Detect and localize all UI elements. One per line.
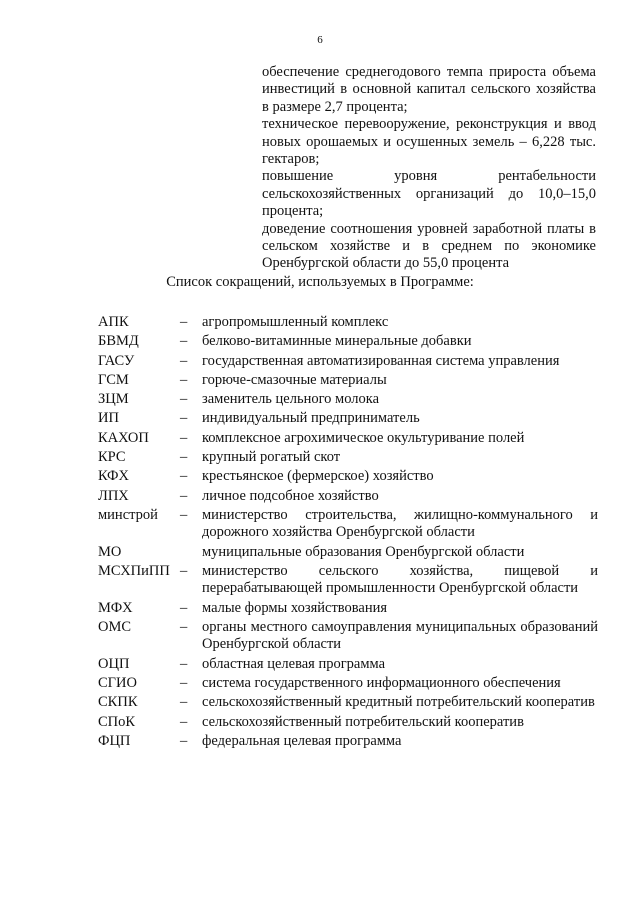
abbreviation-definition: государственная автоматизированная система управления: [202, 352, 560, 369]
target-item: повышение уровня рентабельности сельскохозяйственных организаций до 10,0–15,0 процента;: [262, 168, 596, 220]
abbreviation-dash: –: [180, 449, 188, 466]
abbreviations-list: [98, 314, 598, 752]
abbreviation-row: [98, 544, 598, 563]
abbreviation-definition: заменитель цельного молока: [202, 391, 380, 408]
abbreviation-row: [98, 507, 598, 544]
abbreviation-dash: –: [180, 694, 188, 711]
abbreviation-term: ГСМ: [98, 371, 129, 388]
abbreviation-row: [98, 714, 598, 733]
page-number: 6: [317, 34, 323, 46]
abbreviation-dash: –: [180, 732, 188, 749]
abbreviation-term: БВМД: [98, 333, 139, 350]
abbreviation-dash: –: [180, 562, 188, 579]
abbreviation-row: [98, 333, 598, 352]
target-item: доведение соотношения уровней заработной платы в сельском хозяйстве и в среднем по экономике Оренбургской области до 55,0 процента: [262, 220, 596, 272]
abbreviation-dash: –: [180, 391, 188, 408]
abbreviation-term: ОМС: [98, 618, 132, 635]
abbreviation-definition: индивидуальный предприниматель: [202, 410, 420, 427]
abbreviation-dash: –: [180, 333, 188, 350]
abbreviation-definition: муниципальные образования Оренбургской области: [202, 543, 525, 560]
abbreviation-dash: –: [180, 429, 188, 446]
abbreviation-term: ФЦП: [98, 732, 131, 749]
abbreviation-dash: –: [180, 506, 188, 523]
abbreviation-term: ГАСУ: [98, 352, 135, 369]
abbreviation-term: ИП: [98, 410, 119, 427]
abbreviation-dash: –: [180, 468, 188, 485]
abbreviation-term: СГИО: [98, 674, 137, 691]
abbreviation-dash: –: [180, 352, 188, 369]
abbreviation-row: [98, 694, 598, 713]
abbreviation-term: КФХ: [98, 468, 129, 485]
abbreviation-row: [98, 619, 598, 656]
program-targets: [262, 64, 596, 273]
abbreviation-term: АПК: [98, 314, 129, 330]
abbreviation-dash: –: [180, 618, 188, 635]
abbreviation-row: [98, 656, 598, 675]
abbreviation-term: СКПК: [98, 694, 138, 711]
abbreviation-dash: –: [180, 487, 188, 504]
abbreviation-definition: сельскохозяйственный кредитный потребительский кооператив: [202, 694, 595, 711]
abbreviation-term: МО: [98, 543, 122, 560]
abbreviation-definition: горюче-смазочные материалы: [202, 371, 387, 388]
abbreviation-definition: министерство строительства, жилищно-коммунального и дорожного хозяйства Оренбургской области: [202, 506, 598, 541]
abbreviation-term: КАХОП: [98, 429, 149, 446]
abbreviation-dash: [180, 544, 202, 563]
abbreviation-row: [98, 468, 598, 487]
abbreviation-row: [98, 449, 598, 468]
abbreviation-row: [98, 430, 598, 449]
abbreviation-definition: министерство сельского хозяйства, пищевой и перерабатывающей промышленности Оренбургской области: [202, 562, 598, 597]
abbreviation-definition: личное подсобное хозяйство: [202, 487, 379, 504]
abbreviation-dash: –: [180, 674, 188, 691]
abbreviation-row: [98, 353, 598, 372]
abbreviation-term: СПоК: [98, 713, 136, 730]
abbreviation-row: [98, 488, 598, 507]
abbreviation-definition: агропромышленный комплекс: [202, 314, 389, 330]
abbreviation-dash: –: [180, 713, 188, 730]
abbreviation-definition: крупный рогатый скот: [202, 449, 341, 466]
abbreviation-term: ЛПХ: [98, 487, 129, 504]
abbreviation-row: [98, 314, 598, 333]
abbreviation-row: [98, 675, 598, 694]
abbreviation-term: минстрой: [98, 506, 158, 523]
abbreviation-term: КРС: [98, 449, 126, 466]
abbreviation-row: [98, 410, 598, 429]
abbreviation-definition: областная целевая программа: [202, 655, 386, 672]
abbreviation-row: [98, 563, 598, 600]
abbreviation-row: [98, 372, 598, 391]
abbreviation-definition: крестьянское (фермерское) хозяйство: [202, 468, 434, 485]
abbreviation-row: [98, 391, 598, 410]
abbreviation-term: ОЦП: [98, 655, 130, 672]
abbreviations-heading: Список сокращений, используемых в Программе:: [166, 274, 474, 290]
abbreviation-definition: система государственного информационного обеспечения: [202, 674, 561, 691]
target-item: обеспечение среднегодового темпа прироста объема инвестиций в основной капитал сельского хозяйства в размере 2,7 процента;: [262, 64, 596, 115]
abbreviation-definition: сельскохозяйственный потребительский кооператив: [202, 713, 524, 730]
abbreviation-definition: малые формы хозяйствования: [202, 599, 388, 616]
target-item: техническое перевооружение, реконструкция и ввод новых орошаемых и осушенных земель – 6,228 тыс. гектаров;: [262, 116, 596, 168]
abbreviation-definition: комплексное агрохимическое окультуривание полей: [202, 429, 525, 446]
abbreviation-dash: –: [180, 599, 188, 616]
abbreviation-definition: белково-витаминные минеральные добавки: [202, 333, 472, 350]
abbreviation-dash: –: [180, 314, 188, 330]
abbreviation-dash: –: [180, 371, 188, 388]
abbreviation-dash: –: [180, 655, 188, 672]
abbreviation-row: [98, 733, 598, 752]
abbreviations-table: [98, 314, 598, 752]
abbreviation-term: МФХ: [98, 599, 133, 616]
abbreviation-dash: –: [180, 410, 188, 427]
abbreviation-row: [98, 600, 598, 619]
abbreviation-term: МСХПиПП: [98, 562, 170, 579]
abbreviation-definition: органы местного самоуправления муниципальных образований Оренбургской области: [202, 618, 598, 653]
abbreviation-term: ЗЦМ: [98, 391, 129, 408]
abbreviation-definition: федеральная целевая программа: [202, 732, 402, 749]
